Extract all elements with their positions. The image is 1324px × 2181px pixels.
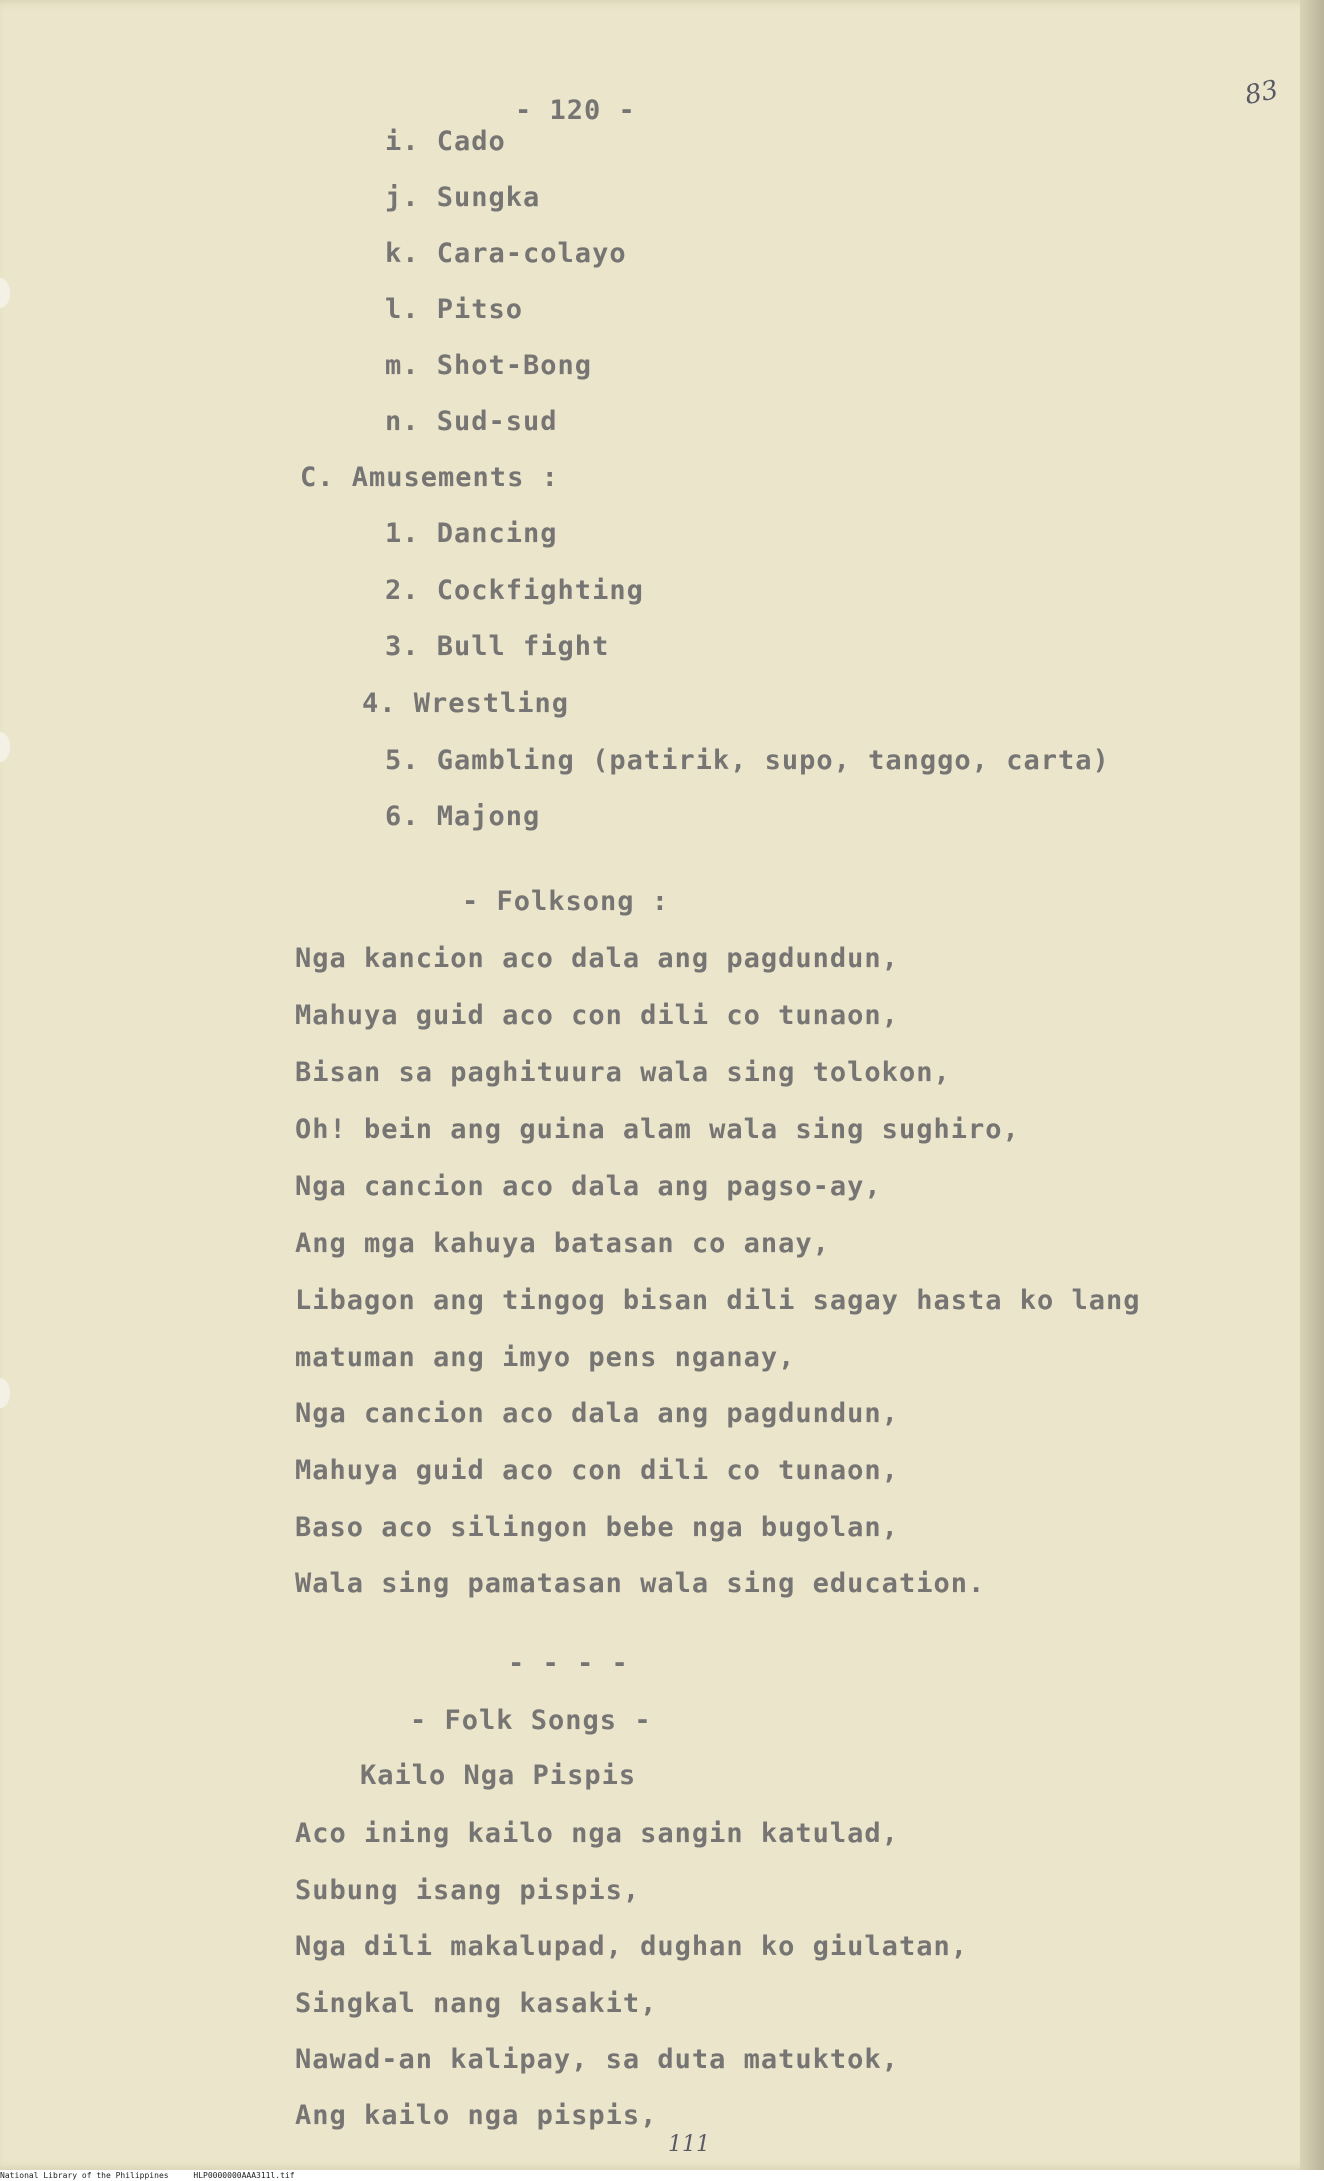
list-item: 4. Wrestling [362, 688, 570, 719]
folksong-heading: - Folksong : [462, 886, 670, 917]
list-item: i. Cado [385, 126, 506, 157]
lyric-line: Singkal nang kasakit, [295, 1988, 658, 2019]
lyric-line: Ang mga kahuya batasan co anay, [295, 1228, 830, 1259]
list-item: 1. Dancing [385, 518, 558, 549]
lyric-line: Nga cancion aco dala ang pagso-ay, [295, 1171, 882, 1202]
list-item: 6. Majong [385, 801, 541, 832]
handwritten-mark: 111 [668, 2132, 710, 2157]
song-title: Kailo Nga Pispis [360, 1760, 637, 1791]
amusements-heading: C. Amusements : [300, 462, 559, 493]
list-item: 3. Bull fight [385, 631, 610, 662]
footer-institution: National Library of the Philippines [0, 2171, 169, 2180]
lyric-line: Nga dili makalupad, dughan ko giulatan, [295, 1931, 968, 1962]
lyric-line: Bisan sa paghituura wala sing tolokon, [295, 1057, 951, 1088]
lyric-line: Ang kailo nga pispis, [295, 2100, 658, 2131]
lyric-line: Mahuya guid aco con dili co tunaon, [295, 1455, 899, 1486]
list-item: k. Cara-colayo [385, 238, 627, 269]
lyric-line: Libagon ang tingog bisan dili sagay hasta ko lang [295, 1285, 1141, 1316]
list-item: n. Sud-sud [385, 406, 558, 437]
lyric-line: Aco ining kailo nga sangin katulad, [295, 1818, 899, 1849]
scan-footer [0, 2170, 1324, 2181]
list-item: 5. Gambling (patirik, supo, tanggo, carta) [385, 745, 1110, 776]
lyric-line: Oh! bein ang guina alam wala sing sughiro, [295, 1114, 1020, 1145]
lyric-line: matuman ang imyo pens nganay, [295, 1342, 796, 1373]
lyric-line: Baso aco silingon bebe nga bugolan, [295, 1512, 899, 1543]
page-edge [1300, 0, 1324, 2181]
page-number: - 120 - [515, 95, 636, 126]
lyric-line: Nawad-an kalipay, sa duta matuktok, [295, 2044, 899, 2075]
folk-songs-heading: - Folk Songs - [410, 1705, 652, 1736]
lyric-line: Subung isang pispis, [295, 1875, 641, 1906]
handwritten-page-number: 83 [1242, 74, 1281, 112]
footer-file-id: HLP0000000AAA311l.tif [193, 2171, 295, 2180]
list-item: m. Shot-Bong [385, 350, 593, 381]
list-item: j. Sungka [385, 182, 541, 213]
list-item: l. Pitso [385, 294, 524, 325]
lyric-line: Mahuya guid aco con dili co tunaon, [295, 1000, 899, 1031]
lyric-line: Nga kancion aco dala ang pagdundun, [295, 943, 899, 974]
lyric-line: Nga cancion aco dala ang pagdundun, [295, 1398, 899, 1429]
lyric-line: Wala sing pamatasan wala sing education. [295, 1568, 986, 1599]
section-divider: - - - - [508, 1648, 629, 1679]
list-item: 2. Cockfighting [385, 575, 644, 606]
